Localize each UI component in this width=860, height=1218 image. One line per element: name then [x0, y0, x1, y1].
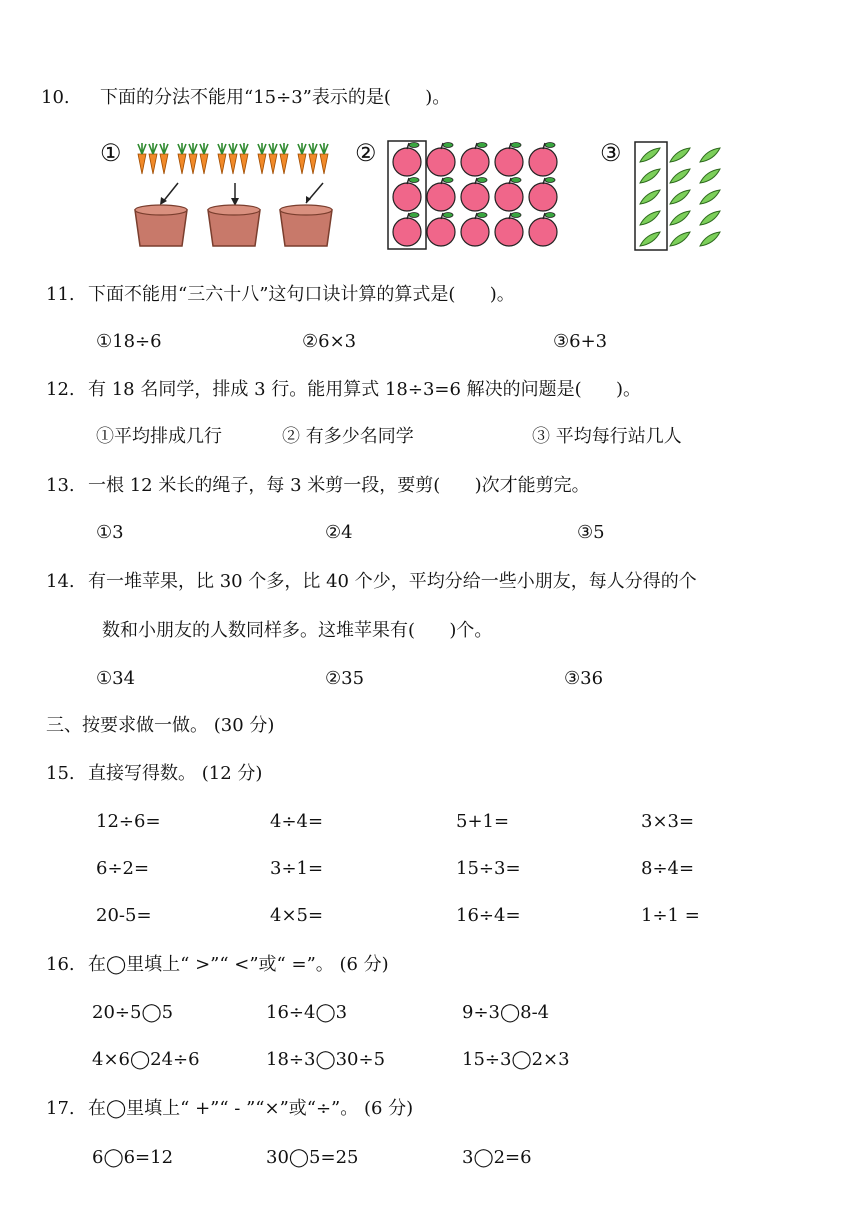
- apple-icon: [461, 213, 489, 247]
- figure-label: ①: [100, 139, 122, 167]
- operator-item: 30◯5=25: [266, 1147, 359, 1168]
- peapod-icon: [640, 148, 660, 162]
- question-number: 12.: [46, 379, 75, 400]
- arithmetic-item: 1÷1 =: [641, 905, 700, 926]
- option: ③6+3: [553, 331, 608, 352]
- comparison-item: 20÷5◯5: [92, 1002, 174, 1023]
- apple-icon: [393, 143, 421, 177]
- apple-icon: [427, 213, 455, 247]
- peapod-icon: [670, 211, 690, 225]
- apples-figure: [385, 138, 565, 254]
- peapod-grid: [640, 148, 720, 246]
- carrot-icon: [189, 143, 197, 174]
- option: ②6×3: [302, 331, 357, 352]
- carrot-icon: [160, 143, 168, 174]
- apple-icon: [529, 178, 557, 212]
- question-number: 11.: [46, 284, 75, 305]
- apple-icon: [495, 178, 523, 212]
- carrot-icon: [149, 143, 157, 174]
- peapod-icon: [640, 232, 660, 246]
- apple-icon: [393, 178, 421, 212]
- comparison-item: 15÷3◯2×3: [462, 1049, 570, 1070]
- apple-icon: [495, 143, 523, 177]
- peapod-icon: [640, 190, 660, 204]
- arithmetic-item: 6÷2=: [96, 858, 150, 879]
- peapod-icon: [640, 169, 660, 183]
- option: ②35: [325, 668, 365, 689]
- question-number: 15.: [46, 763, 75, 784]
- comparison-item: 9÷3◯8-4: [462, 1002, 550, 1023]
- peapod-icon: [700, 148, 720, 162]
- arithmetic-item: 4×5=: [270, 905, 324, 926]
- question-number: 10.: [41, 87, 70, 108]
- question-number: 17.: [46, 1098, 75, 1119]
- option: ② 有多少名同学: [282, 426, 414, 447]
- comparison-item: 16÷4◯3: [266, 1002, 348, 1023]
- basket-icon: [280, 205, 332, 246]
- peapods-figure: [632, 140, 732, 254]
- section-heading: 三、按要求做一做。 (30 分): [46, 715, 275, 736]
- option: ①18÷6: [96, 331, 162, 352]
- carrot-icon: [320, 143, 328, 174]
- apple-icon: [461, 143, 489, 177]
- carrot-icon: [229, 143, 237, 174]
- question-text: 在◯里填上“ +”“ - ”“×”或“÷”。 (6 分): [88, 1098, 414, 1119]
- peapod-icon: [700, 190, 720, 204]
- figure-label: ③: [600, 139, 622, 167]
- option: ①平均排成几行: [96, 426, 222, 447]
- question-text: 有 18 名同学，排成 3 行。能用算式 18÷3=6 解决的问题是( )。: [88, 379, 642, 400]
- arithmetic-item: 4÷4=: [270, 811, 324, 832]
- question-text: 一根 12 米长的绳子，每 3 米剪一段，要剪( )次才能剪完。: [88, 475, 590, 496]
- peapod-icon: [700, 211, 720, 225]
- option: ③ 平均每行站几人: [532, 426, 682, 447]
- arithmetic-item: 16÷4=: [456, 905, 521, 926]
- apple-icon: [529, 143, 557, 177]
- apple-icon: [495, 213, 523, 247]
- peapod-icon: [670, 148, 690, 162]
- question-number: 13.: [46, 475, 75, 496]
- carrot-row: [138, 143, 328, 174]
- question-number: 16.: [46, 954, 75, 975]
- carrot-icon: [269, 143, 277, 174]
- peapod-icon: [700, 169, 720, 183]
- apple-icon: [529, 213, 557, 247]
- question-text: 下面的分法不能用“15÷3”表示的是( )。: [100, 87, 451, 108]
- arithmetic-item: 8÷4=: [641, 858, 695, 879]
- figure-label: ②: [355, 139, 377, 167]
- apple-icon: [427, 178, 455, 212]
- operator-item: 3◯2=6: [462, 1147, 532, 1168]
- peapod-icon: [670, 232, 690, 246]
- arithmetic-item: 20-5=: [96, 905, 152, 926]
- option: ②4: [325, 522, 353, 543]
- comparison-item: 18÷3◯30÷5: [266, 1049, 386, 1070]
- apple-grid: [393, 143, 557, 247]
- apple-icon: [461, 178, 489, 212]
- arithmetic-item: 3×3=: [641, 811, 695, 832]
- option: ③5: [577, 522, 605, 543]
- peapod-icon: [670, 169, 690, 183]
- carrot-icon: [240, 143, 248, 174]
- apple-icon: [427, 143, 455, 177]
- basket-icon: [135, 205, 187, 246]
- carrot-icon: [178, 143, 186, 174]
- carrot-icon: [309, 143, 317, 174]
- arithmetic-item: 15÷3=: [456, 858, 521, 879]
- arithmetic-item: 12÷6=: [96, 811, 161, 832]
- question-number: 14.: [46, 571, 75, 592]
- peapod-icon: [640, 211, 660, 225]
- question-text: 数和小朋友的人数同样多。这堆苹果有( )个。: [102, 620, 493, 641]
- question-text: 直接写得数。 (12 分): [88, 763, 263, 784]
- option: ①34: [96, 668, 136, 689]
- arithmetic-item: 3÷1=: [270, 858, 324, 879]
- carrot-icon: [218, 143, 226, 174]
- carrot-icon: [138, 143, 146, 174]
- carrot-icon: [258, 143, 266, 174]
- question-text: 在◯里填上“ >”“ <”或“ =”。 (6 分): [88, 954, 389, 975]
- arithmetic-item: 5+1=: [456, 811, 510, 832]
- carrot-icon: [280, 143, 288, 174]
- apple-icon: [393, 213, 421, 247]
- comparison-item: 4×6◯24÷6: [92, 1049, 200, 1070]
- carrot-icon: [298, 143, 306, 174]
- question-text: 有一堆苹果，比 30 个多，比 40 个少，平均分给一些小朋友，每人分得的个: [88, 571, 697, 592]
- question-text: 下面不能用“三六十八”这句口诀计算的算式是( )。: [88, 284, 515, 305]
- carrot-icon: [200, 143, 208, 174]
- carrots-baskets-figure: [130, 138, 340, 254]
- option: ③36: [564, 668, 604, 689]
- peapod-icon: [700, 232, 720, 246]
- option: ①3: [96, 522, 124, 543]
- basket-icon: [208, 205, 260, 246]
- peapod-icon: [670, 190, 690, 204]
- operator-item: 6◯6=12: [92, 1147, 174, 1168]
